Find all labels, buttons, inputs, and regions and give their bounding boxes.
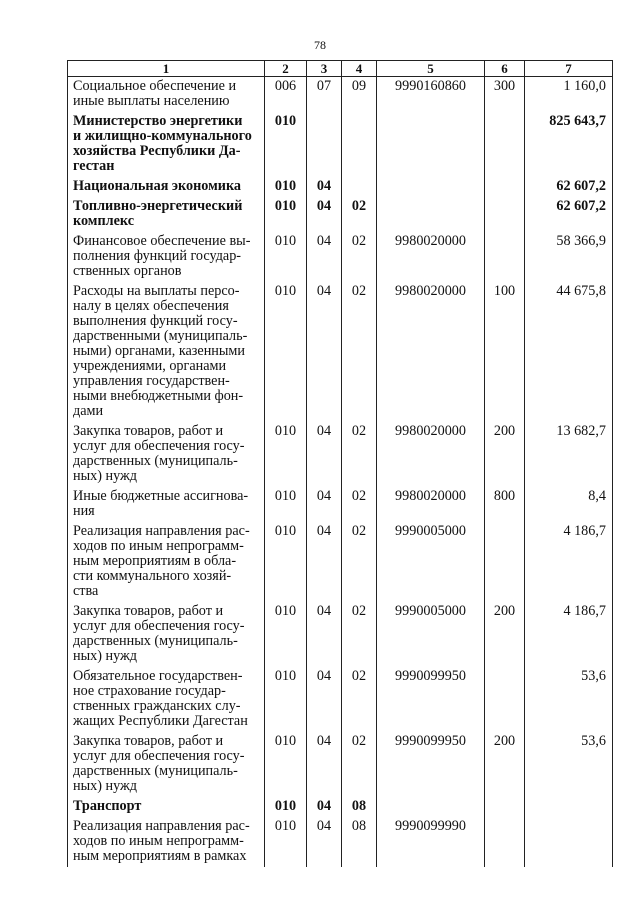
cell-target-article: 9990005000: [377, 602, 485, 667]
cell-target-article: [377, 112, 485, 177]
row-name-line: ства: [73, 583, 99, 599]
table-row: [68, 522, 613, 602]
row-name-line: Закупка товаров, работ и: [73, 603, 224, 619]
cell-expense-type: [485, 197, 525, 232]
cell-subsection-code: 02: [342, 732, 377, 797]
row-name-line: иные выплаты населению: [73, 93, 230, 109]
cell-ministry-code: 010: [265, 522, 307, 602]
cell-expense-type: 300: [485, 77, 525, 113]
column-header-3: 3: [307, 61, 342, 77]
cell-subsection-code: [342, 112, 377, 177]
row-name-line: ходов по иным непрограмм-: [73, 538, 244, 554]
cell-section-code: 07: [307, 77, 342, 113]
row-name: [68, 112, 265, 177]
cell-subsection-code: 08: [342, 797, 377, 817]
row-name-line: Топливно-энергетический: [73, 198, 243, 214]
column-header-7: 7: [525, 61, 613, 77]
row-name-line: ственных гражданских слу-: [73, 698, 241, 714]
cell-section-code: 04: [307, 667, 342, 732]
cell-subsection-code: 09: [342, 77, 377, 113]
cell-ministry-code: 010: [265, 197, 307, 232]
table-row: [68, 112, 613, 177]
cell-section-code: 04: [307, 422, 342, 487]
cell-amount: 8,4: [525, 487, 613, 522]
row-name-line: Обязательное государствен-: [73, 668, 243, 684]
cell-target-article: 9980020000: [377, 487, 485, 522]
table-row: [68, 197, 613, 232]
cell-amount: 44 675,8: [525, 282, 613, 422]
cell-expense-type: [485, 667, 525, 732]
row-name-line: ным мероприятиям в рамках: [73, 848, 247, 864]
row-name-line: ственных органов: [73, 263, 182, 279]
row-name: [68, 817, 265, 867]
row-name-line: ходов по иным непрограмм-: [73, 833, 244, 849]
cell-ministry-code: 010: [265, 487, 307, 522]
page-number: 78: [314, 38, 326, 52]
column-header-5: 5: [377, 61, 485, 77]
row-name: [68, 77, 265, 113]
cell-amount: 4 186,7: [525, 602, 613, 667]
cell-ministry-code: 010: [265, 112, 307, 177]
row-name-line: управления государствен-: [73, 373, 230, 389]
row-name-line: хозяйства Республики Да-: [73, 143, 241, 159]
row-name-line: гестан: [73, 158, 115, 174]
row-name-line: ных) нужд: [73, 648, 138, 664]
cell-subsection-code: [342, 177, 377, 197]
row-name-line: ными) органами, казенными: [73, 343, 245, 359]
cell-target-article: 9980020000: [377, 282, 485, 422]
cell-expense-type: [485, 522, 525, 602]
cell-expense-type: [485, 112, 525, 177]
row-name: [68, 422, 265, 487]
row-name: [68, 282, 265, 422]
cell-subsection-code: 08: [342, 817, 377, 867]
table-row: [68, 77, 613, 113]
table-row: [68, 602, 613, 667]
row-name: [68, 667, 265, 732]
row-name-line: сти коммунального хозяй-: [73, 568, 232, 584]
cell-amount: 4 186,7: [525, 522, 613, 602]
row-name-line: Расходы на выплаты персо-: [73, 283, 240, 299]
cell-expense-type: 100: [485, 282, 525, 422]
cell-subsection-code: 02: [342, 487, 377, 522]
row-name-line: Социальное обеспечение и: [73, 78, 237, 94]
row-name-line: услуг для обеспечения госу-: [73, 748, 245, 764]
cell-amount: 53,6: [525, 732, 613, 797]
cell-ministry-code: 010: [265, 667, 307, 732]
cell-subsection-code: 02: [342, 282, 377, 422]
row-name-line: Национальная экономика: [73, 178, 242, 194]
row-name-line: ных) нужд: [73, 468, 138, 484]
row-name-line: ными внебюджетными фон-: [73, 388, 244, 404]
row-name-line: дарственными (муниципаль-: [73, 328, 248, 344]
cell-section-code: 04: [307, 177, 342, 197]
cell-subsection-code: 02: [342, 232, 377, 282]
table-row: [68, 667, 613, 732]
row-name-line: услуг для обеспечения госу-: [73, 438, 245, 454]
row-name-line: Транспорт: [73, 798, 142, 814]
row-name-line: учреждениями, органами: [73, 358, 227, 374]
cell-section-code: 04: [307, 232, 342, 282]
cell-amount: 62 607,2: [525, 177, 613, 197]
cell-target-article: 9980020000: [377, 422, 485, 487]
row-name-line: Закупка товаров, работ и: [73, 423, 224, 439]
cell-section-code: 04: [307, 602, 342, 667]
cell-amount: 825 643,7: [525, 112, 613, 177]
row-name-line: налу в целях обеспечения: [73, 298, 229, 314]
row-name-line: жащих Республики Дагестан: [73, 713, 248, 729]
cell-amount: [525, 817, 613, 867]
cell-target-article: 9980020000: [377, 232, 485, 282]
cell-section-code: 04: [307, 797, 342, 817]
cell-target-article: [377, 177, 485, 197]
cell-ministry-code: 006: [265, 77, 307, 113]
cell-section-code: 04: [307, 732, 342, 797]
cell-section-code: 04: [307, 487, 342, 522]
row-name: [68, 602, 265, 667]
column-header-2: 2: [265, 61, 307, 77]
row-name: [68, 522, 265, 602]
table-row: [68, 817, 613, 867]
row-name-line: комплекс: [73, 213, 135, 229]
cell-target-article: 9990099950: [377, 732, 485, 797]
cell-subsection-code: 02: [342, 197, 377, 232]
cell-section-code: 04: [307, 522, 342, 602]
table-row: [68, 797, 613, 817]
row-name-line: дарственных (муниципаль-: [73, 453, 238, 469]
cell-amount: 1 160,0: [525, 77, 613, 113]
cell-ministry-code: 010: [265, 797, 307, 817]
row-name-line: ным мероприятиям в обла-: [73, 553, 237, 569]
table-row: [68, 422, 613, 487]
table-header-row: [68, 61, 613, 77]
cell-expense-type: 200: [485, 732, 525, 797]
column-header-6: 6: [485, 61, 525, 77]
cell-ministry-code: 010: [265, 817, 307, 867]
row-name-line: услуг для обеспечения госу-: [73, 618, 245, 634]
table-body: [68, 77, 613, 868]
row-name-line: дарственных (муниципаль-: [73, 763, 238, 779]
cell-section-code: 04: [307, 282, 342, 422]
cell-ministry-code: 010: [265, 422, 307, 487]
cell-ministry-code: 010: [265, 282, 307, 422]
cell-amount: 58 366,9: [525, 232, 613, 282]
cell-expense-type: 800: [485, 487, 525, 522]
cell-amount: 62 607,2: [525, 197, 613, 232]
column-header-1: 1: [68, 61, 265, 77]
cell-subsection-code: 02: [342, 422, 377, 487]
cell-target-article: [377, 197, 485, 232]
table-row: [68, 732, 613, 797]
cell-target-article: [377, 797, 485, 817]
row-name-line: Финансовое обеспечение вы-: [73, 233, 251, 249]
cell-ministry-code: 010: [265, 232, 307, 282]
cell-expense-type: 200: [485, 602, 525, 667]
row-name: [68, 232, 265, 282]
row-name: [68, 732, 265, 797]
cell-target-article: 9990005000: [377, 522, 485, 602]
row-name-line: ных) нужд: [73, 778, 138, 794]
cell-subsection-code: 02: [342, 522, 377, 602]
cell-target-article: 9990099950: [377, 667, 485, 732]
row-name-line: Иные бюджетные ассигнова-: [73, 488, 249, 504]
cell-amount: 53,6: [525, 667, 613, 732]
row-name-line: ния: [73, 503, 95, 519]
row-name: [68, 487, 265, 522]
cell-ministry-code: 010: [265, 732, 307, 797]
row-name-line: дами: [73, 403, 104, 419]
row-name-line: и жилищно-коммунального: [73, 128, 252, 144]
table-row: [68, 177, 613, 197]
row-name: [68, 797, 265, 817]
cell-expense-type: [485, 797, 525, 817]
cell-section-code: 04: [307, 817, 342, 867]
cell-ministry-code: 010: [265, 602, 307, 667]
cell-expense-type: [485, 232, 525, 282]
table-row: [68, 232, 613, 282]
cell-expense-type: [485, 177, 525, 197]
row-name-line: ное страхование государ-: [73, 683, 226, 699]
row-name: [68, 177, 265, 197]
cell-expense-type: [485, 817, 525, 867]
row-name-line: Закупка товаров, работ и: [73, 733, 224, 749]
row-name-line: полнения функций государ-: [73, 248, 242, 264]
cell-amount: [525, 797, 613, 817]
cell-ministry-code: 010: [265, 177, 307, 197]
cell-section-code: [307, 112, 342, 177]
cell-target-article: 9990160860: [377, 77, 485, 113]
row-name: [68, 197, 265, 232]
row-name-line: выполнения функций госу-: [73, 313, 238, 329]
table-row: [68, 487, 613, 522]
column-header-4: 4: [342, 61, 377, 77]
row-name-line: Реализация направления рас-: [73, 523, 250, 539]
table-row: [68, 282, 613, 422]
row-name-line: дарственных (муниципаль-: [73, 633, 238, 649]
budget-table: [67, 60, 613, 867]
row-name-line: Министерство энергетики: [73, 113, 243, 129]
cell-subsection-code: 02: [342, 667, 377, 732]
cell-expense-type: 200: [485, 422, 525, 487]
cell-section-code: 04: [307, 197, 342, 232]
cell-subsection-code: 02: [342, 602, 377, 667]
cell-target-article: 9990099990: [377, 817, 485, 867]
cell-amount: 13 682,7: [525, 422, 613, 487]
row-name-line: Реализация направления рас-: [73, 818, 250, 834]
